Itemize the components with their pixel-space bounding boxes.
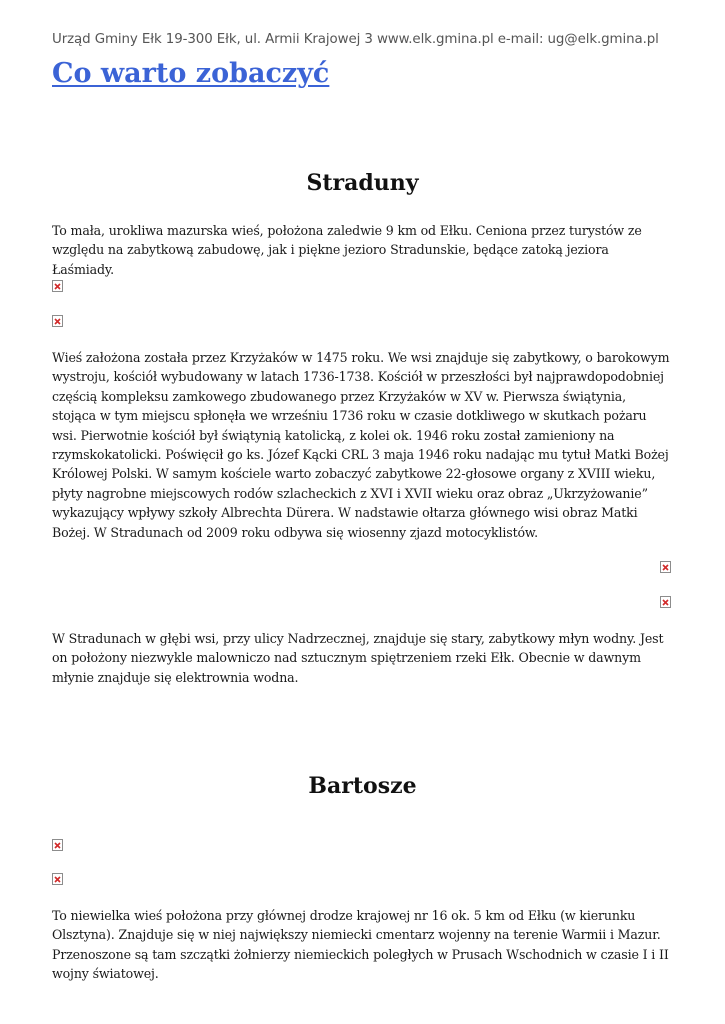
page-title-link[interactable]: Co warto zobaczyć: [52, 58, 330, 89]
contact-header: Urząd Gminy Ełk 19-300 Ełk, ul. Armii Krajowej 3 www.elk.gmina.pl e-mail: ug@elk.gmina.pl: [52, 32, 659, 47]
broken-image-icon: [52, 839, 63, 851]
paragraph-straduny-history: Wieś założona została przez Krzyżaków w 1475 roku. We wsi znajduje się zabytkowy, o barokowym wystroju, kościół wybudowany w latach 1736-1738. Kościół w przeszłości był najprawdopodobniej częścią kompleksu zamkowego zbudowanego przez Krzyżaków w XV w. Pierwsza świątynia, stojąca w tym miejscu spłonęła we wrześniu 1736 roku w czasie dotkliwego w skutkach pożaru wsi. Pierwotnie kościół był świątynią katolicką, z kolei ok. 1946 roku został zamieniony na rzymskokatolicki. Poświęcił go ks. Józef Kącki CRL 3 maja 1946 roku nadając mu tytuł Matki Bożej Królowej Polski. W samym kościele warto zobaczyć zabytkowe 22-głosowe organy z XVIII wieku, płyty nagrobne miejscowych rodów szlacheckich z XVI i XVII wieku oraz obraz „Ukrzyżowanie” wykazujący wpływy szkoły Albrechta Dürera. W nadstawie ołtarza głównego wisi obraz Matki Bożej. W Stradunach od 2009 roku odbywa się wiosenny zjazd motocyklistów.: [52, 350, 670, 540]
broken-image-icon: [52, 873, 63, 885]
section-heading-bartosze: Bartosze: [308, 773, 417, 799]
section-heading-straduny: Straduny: [306, 170, 419, 196]
broken-image-icon: [52, 280, 63, 292]
paragraph-straduny-intro: To mała, urokliwa mazurska wieś, położona zaledwie 9 km od Ełku. Ceniona przez turystów ze względu na zabytkową zabudowę, jak i piękne jezioro Stradunskie, będące zatoką jeziora Łaśmiady.: [52, 223, 642, 277]
paragraph-bartosze: To niewielka wieś położona przy głównej drodze krajowej nr 16 ok. 5 km od Ełku (w kierunku Olsztyna). Znajduje się w niej największy niemiecki cmentarz wojenny na terenie Warmii i Mazur. Przenoszone są tam szczątki żołnierzy niemieckich poległych w Prusach Wschodnich w czasie I i II wojny światowej.: [52, 908, 669, 982]
broken-image-icon: [660, 561, 671, 573]
broken-image-icon: [660, 596, 671, 608]
paragraph-straduny-mill: W Stradunach w głębi wsi, przy ulicy Nadrzecznej, znajduje się stary, zabytkowy młyn wodny. Jest on położony niezwykle malowniczo nad sztucznym spiętrzeniem rzeki Ełk. Obecnie w dawnym młynie znajduje się elektrownia wodna.: [52, 631, 664, 685]
broken-image-icon: [52, 315, 63, 327]
